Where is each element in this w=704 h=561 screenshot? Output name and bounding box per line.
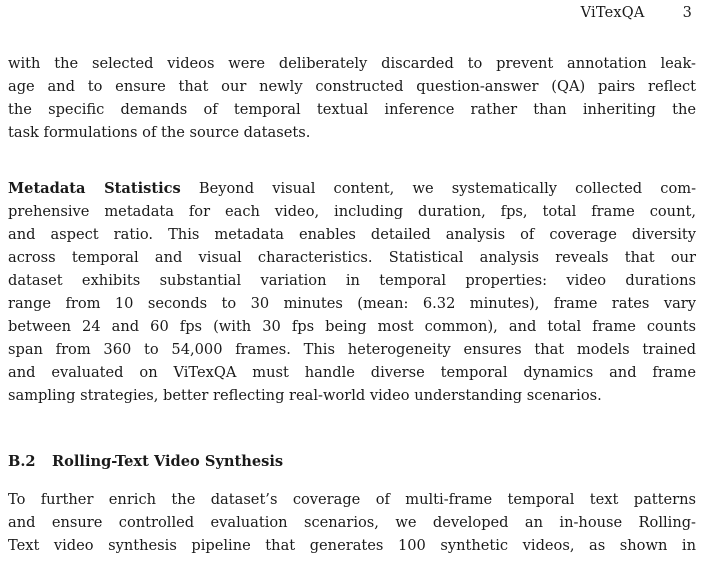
paragraph-2-line: sampling strategies, better reflecting real-world video understanding scenarios. bbox=[8, 387, 602, 404]
running-head bbox=[581, 5, 692, 21]
paragraph-1-line: age and to ensure that our newly constructed question-answer (QA) pairs reflect bbox=[8, 78, 696, 95]
paragraph-1-line: with the selected videos were deliberately discarded to prevent annotation leak- bbox=[8, 55, 696, 72]
paragraph-3-line: To further enrich the dataset’s coverage of multi-frame temporal text patterns bbox=[8, 491, 696, 508]
paragraph-2-line: dataset exhibits substantial variation in temporal properties: video durations bbox=[8, 272, 696, 289]
section-heading bbox=[8, 452, 283, 472]
paragraph-2-first-line-text: Beyond visual content, we systematically collected com- bbox=[198, 180, 697, 197]
section-number: B.2 bbox=[8, 453, 36, 470]
paragraph-2-line: span from 360 to 54,000 frames. This heterogeneity ensures that models trained bbox=[8, 341, 696, 358]
paragraph-2-line: and aspect ratio. This metadata enables detailed analysis of coverage diversity bbox=[8, 226, 696, 243]
paragraph-2-line: prehensive metadata for each video, including duration, fps, total frame count, bbox=[8, 203, 696, 220]
paragraph-2-line: and evaluated on ViTexQA must handle diverse temporal dynamics and frame bbox=[8, 364, 696, 381]
metadata-statistics-heading: Metadata Statistics bbox=[8, 180, 181, 197]
paragraph-3-line: and ensure controlled evaluation scenarios, we developed an in-house Rolling- bbox=[8, 514, 696, 531]
page-number: 3 bbox=[682, 5, 692, 21]
paragraph-1-line: the specific demands of temporal textual inference rather than inheriting the bbox=[8, 101, 696, 118]
paragraph-2-line: between 24 and 60 fps (with 30 fps being most common), and total frame counts bbox=[8, 318, 696, 335]
paragraph-2-line: across temporal and visual characteristics. Statistical analysis reveals that our bbox=[8, 249, 696, 266]
running-head-title: ViTexQA bbox=[580, 5, 645, 21]
paragraph-3-line: Text video synthesis pipeline that generates 100 synthetic videos, as shown in bbox=[8, 537, 696, 554]
paragraph-2-line: range from 10 seconds to 30 minutes (mean: 6.32 minutes), frame rates vary bbox=[8, 295, 696, 312]
section-title: Rolling-Text Video Synthesis bbox=[52, 453, 284, 470]
paragraph-1-line: task formulations of the source datasets. bbox=[8, 124, 311, 141]
paragraph-2-first-line bbox=[8, 179, 696, 199]
